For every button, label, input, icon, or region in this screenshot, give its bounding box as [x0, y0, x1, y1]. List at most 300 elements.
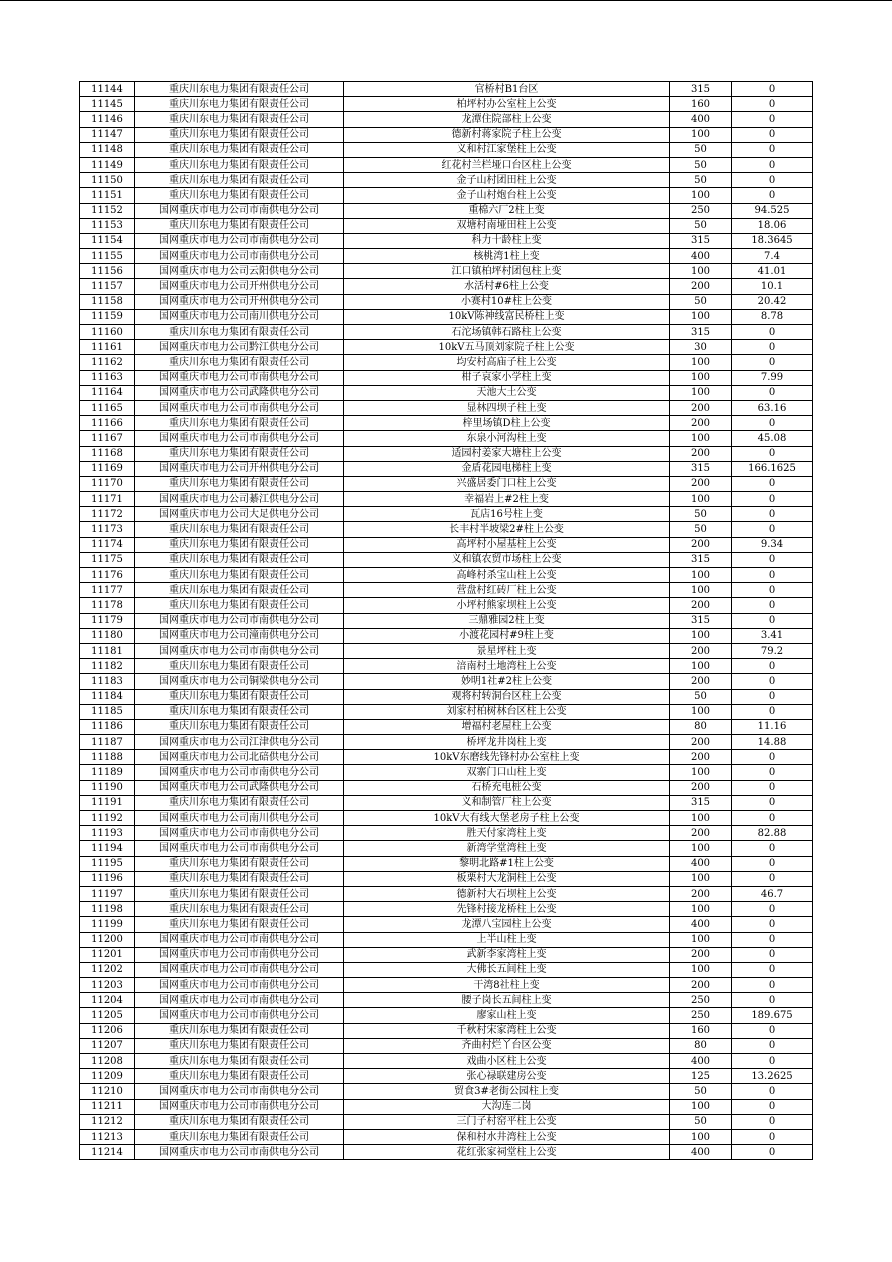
table-row [80, 522, 813, 537]
row-id-cell: 11191 [80, 795, 135, 810]
load-cell: 0 [732, 962, 813, 977]
table-row [80, 795, 813, 810]
table-row [80, 750, 813, 765]
capacity-cell: 100 [670, 765, 732, 780]
table-row [80, 674, 813, 689]
company-cell: 国网重庆市电力公司武隆供电分公司 [135, 780, 344, 795]
transformer-name-cell: 10kV陈神线富民桥柱上变 [344, 309, 670, 324]
row-id-cell: 11172 [80, 507, 135, 522]
company-cell: 重庆川东电力集团有限责任公司 [135, 416, 344, 431]
transformer-name-cell: 双寨门口山柱上变 [344, 765, 670, 780]
load-cell: 0 [732, 765, 813, 780]
transformer-name-cell: 千秋村宋家湾柱上公变 [344, 1023, 670, 1038]
table-row [80, 507, 813, 522]
company-cell: 国网重庆市电力公司市南供电分公司 [135, 233, 344, 248]
table-row [80, 613, 813, 628]
transformer-name-cell: 桥坪龙井岗柱上变 [344, 735, 670, 750]
load-cell: 0 [732, 1023, 813, 1038]
row-id-cell: 11144 [80, 82, 135, 97]
load-cell: 82.88 [732, 826, 813, 841]
row-id-cell: 11174 [80, 537, 135, 552]
transformer-name-cell: 黎明北路#1柱上公变 [344, 856, 670, 871]
row-id-cell: 11166 [80, 416, 135, 431]
company-cell: 重庆川东电力集团有限责任公司 [135, 537, 344, 552]
company-cell: 国网重庆市电力公司市南供电分公司 [135, 841, 344, 856]
transformer-name-cell: 重棉六厂2柱上变 [344, 203, 670, 218]
load-cell: 0 [732, 142, 813, 157]
table-row [80, 461, 813, 476]
row-id-cell: 11164 [80, 385, 135, 400]
transformer-name-cell: 东泉小河沟柱上变 [344, 431, 670, 446]
capacity-cell: 100 [670, 962, 732, 977]
load-cell: 0 [732, 416, 813, 431]
row-id-cell: 11187 [80, 735, 135, 750]
transformer-name-cell: 新湾学堂湾柱上变 [344, 841, 670, 856]
company-cell: 重庆川东电力集团有限责任公司 [135, 1038, 344, 1053]
transformer-name-cell: 腰子岗长五间柱上变 [344, 993, 670, 1008]
row-id-cell: 11150 [80, 173, 135, 188]
transformer-name-cell: 保和村水井湾柱上公变 [344, 1129, 670, 1144]
capacity-cell: 100 [670, 127, 732, 142]
row-id-cell: 11212 [80, 1114, 135, 1129]
capacity-cell: 100 [670, 659, 732, 674]
transformer-name-cell: 科力十龄柱上变 [344, 233, 670, 248]
load-cell: 0 [732, 993, 813, 1008]
capacity-cell: 400 [670, 112, 732, 127]
company-cell: 重庆川东电力集团有限责任公司 [135, 1023, 344, 1038]
load-cell: 45.08 [732, 431, 813, 446]
company-cell: 国网重庆市电力公司市南供电分公司 [135, 1099, 344, 1114]
transformer-name-cell: 板栗村大龙洞柱上公变 [344, 871, 670, 886]
table-row [80, 765, 813, 780]
company-cell: 重庆川东电力集团有限责任公司 [135, 173, 344, 188]
transformer-name-cell: 增福村老屋柱上公变 [344, 719, 670, 734]
capacity-cell: 315 [670, 461, 732, 476]
company-cell: 国网重庆市电力公司市南供电分公司 [135, 978, 344, 993]
table-row [80, 780, 813, 795]
load-cell: 0 [732, 856, 813, 871]
capacity-cell: 250 [670, 1008, 732, 1023]
capacity-cell: 50 [670, 689, 732, 704]
row-id-cell: 11173 [80, 522, 135, 537]
table-row [80, 218, 813, 233]
company-cell: 重庆川东电力集团有限责任公司 [135, 157, 344, 172]
row-id-cell: 11182 [80, 659, 135, 674]
load-cell: 166.1625 [732, 461, 813, 476]
table-row [80, 82, 813, 97]
table-row [80, 203, 813, 218]
load-cell: 0 [732, 780, 813, 795]
company-cell: 重庆川东电力集团有限责任公司 [135, 1069, 344, 1084]
capacity-cell: 125 [670, 1069, 732, 1084]
table-row [80, 476, 813, 491]
transformer-name-cell: 江口镇柏坪村团包柱上变 [344, 264, 670, 279]
table-row [80, 871, 813, 886]
row-id-cell: 11208 [80, 1054, 135, 1069]
company-cell: 重庆川东电力集团有限责任公司 [135, 325, 344, 340]
table-row [80, 233, 813, 248]
row-id-cell: 11190 [80, 780, 135, 795]
transformer-name-cell: 水活村#6柱上公变 [344, 279, 670, 294]
capacity-cell: 200 [670, 886, 732, 901]
capacity-cell: 400 [670, 1054, 732, 1069]
company-cell: 国网重庆市电力公司市南供电分公司 [135, 643, 344, 658]
row-id-cell: 11165 [80, 400, 135, 415]
table-row [80, 309, 813, 324]
table-row [80, 583, 813, 598]
load-cell: 0 [732, 112, 813, 127]
company-cell: 国网重庆市电力公司市南供电分公司 [135, 947, 344, 962]
table-row [80, 704, 813, 719]
company-cell: 重庆川东电力集团有限责任公司 [135, 112, 344, 127]
capacity-cell: 50 [670, 218, 732, 233]
transformer-name-cell: 刘家村柏树林台区柱上公变 [344, 704, 670, 719]
capacity-cell: 50 [670, 507, 732, 522]
table-row [80, 279, 813, 294]
table-row [80, 598, 813, 613]
capacity-cell: 200 [670, 537, 732, 552]
transformer-name-cell: 官桥村B1台区 [344, 82, 670, 97]
company-cell: 重庆川东电力集团有限责任公司 [135, 886, 344, 901]
row-id-cell: 11161 [80, 340, 135, 355]
transformer-name-cell: 干湾8社柱上变 [344, 978, 670, 993]
transformer-name-cell: 双塘村南垭田柱上公变 [344, 218, 670, 233]
load-cell: 0 [732, 598, 813, 613]
capacity-cell: 100 [670, 902, 732, 917]
capacity-cell: 200 [670, 750, 732, 765]
load-cell: 0 [732, 522, 813, 537]
company-cell: 国网重庆市电力公司江津供电分公司 [135, 735, 344, 750]
row-id-cell: 11185 [80, 704, 135, 719]
transformer-name-cell: 齐曲村烂丫台区公变 [344, 1038, 670, 1053]
capacity-cell: 200 [670, 598, 732, 613]
capacity-cell: 100 [670, 188, 732, 203]
capacity-cell: 200 [670, 476, 732, 491]
load-cell: 0 [732, 917, 813, 932]
table-row [80, 886, 813, 901]
load-cell: 0 [732, 97, 813, 112]
row-id-cell: 11199 [80, 917, 135, 932]
transformer-name-cell: 景星坪柱上变 [344, 643, 670, 658]
row-id-cell: 11204 [80, 993, 135, 1008]
row-id-cell: 11148 [80, 142, 135, 157]
row-id-cell: 11198 [80, 902, 135, 917]
company-cell: 国网重庆市电力公司市南供电分公司 [135, 993, 344, 1008]
load-cell: 3.41 [732, 628, 813, 643]
load-cell: 0 [732, 82, 813, 97]
table-row [80, 841, 813, 856]
table-row [80, 902, 813, 917]
row-id-cell: 11156 [80, 264, 135, 279]
capacity-cell: 100 [670, 932, 732, 947]
load-cell: 0 [732, 446, 813, 461]
transformer-name-cell: 金子山村团田柱上公变 [344, 173, 670, 188]
row-id-cell: 11177 [80, 583, 135, 598]
load-cell: 0 [732, 1084, 813, 1099]
transformer-name-cell: 梓里场镇D柱上公变 [344, 416, 670, 431]
company-cell: 国网重庆市电力公司开州供电分公司 [135, 461, 344, 476]
capacity-cell: 100 [670, 1129, 732, 1144]
table-row [80, 294, 813, 309]
company-cell: 重庆川东电力集团有限责任公司 [135, 218, 344, 233]
row-id-cell: 11157 [80, 279, 135, 294]
row-id-cell: 11171 [80, 492, 135, 507]
company-cell: 重庆川东电力集团有限责任公司 [135, 476, 344, 491]
capacity-cell: 50 [670, 157, 732, 172]
transformer-name-cell: 适园村姜家大塘柱上公变 [344, 446, 670, 461]
company-cell: 重庆川东电力集团有限责任公司 [135, 856, 344, 871]
load-cell: 63.16 [732, 400, 813, 415]
company-cell: 重庆川东电力集团有限责任公司 [135, 1054, 344, 1069]
capacity-cell: 160 [670, 97, 732, 112]
load-cell: 0 [732, 1129, 813, 1144]
row-id-cell: 11179 [80, 613, 135, 628]
capacity-cell: 200 [670, 400, 732, 415]
load-cell: 0 [732, 1145, 813, 1160]
row-id-cell: 11211 [80, 1099, 135, 1114]
table-row [80, 719, 813, 734]
company-cell: 国网重庆市电力公司市南供电分公司 [135, 932, 344, 947]
transformer-name-cell: 营盘村红砖厂柱上公变 [344, 583, 670, 598]
load-cell: 0 [732, 674, 813, 689]
transformer-name-cell: 小赛村10#柱上公变 [344, 294, 670, 309]
row-id-cell: 11163 [80, 370, 135, 385]
load-cell: 0 [732, 355, 813, 370]
transformer-name-cell: 小渡花园村#9柱上变 [344, 628, 670, 643]
transformer-name-cell: 龙潭住院部柱上公变 [344, 112, 670, 127]
capacity-cell: 200 [670, 279, 732, 294]
table-row [80, 537, 813, 552]
transformer-name-cell: 核桃湾1柱上变 [344, 249, 670, 264]
transformer-name-cell: 观将村转洞台区柱上公变 [344, 689, 670, 704]
load-cell: 0 [732, 1038, 813, 1053]
company-cell: 国网重庆市电力公司市南供电分公司 [135, 962, 344, 977]
company-cell: 重庆川东电力集团有限责任公司 [135, 568, 344, 583]
table-row [80, 1099, 813, 1114]
capacity-cell: 100 [670, 871, 732, 886]
load-cell: 0 [732, 689, 813, 704]
table-row [80, 1145, 813, 1160]
transformer-name-cell: 德新村蒋家院子柱上公变 [344, 127, 670, 142]
load-cell: 0 [732, 750, 813, 765]
load-cell: 0 [732, 507, 813, 522]
company-cell: 国网重庆市电力公司綦江供电分公司 [135, 492, 344, 507]
row-id-cell: 11145 [80, 97, 135, 112]
transformer-name-cell: 幸福岩上#2柱上变 [344, 492, 670, 507]
transformer-name-cell: 金盾花园电梯柱上变 [344, 461, 670, 476]
table-row [80, 659, 813, 674]
row-id-cell: 11186 [80, 719, 135, 734]
row-id-cell: 11167 [80, 431, 135, 446]
transformer-name-cell: 兴盛居委门口柱上公变 [344, 476, 670, 491]
row-id-cell: 11202 [80, 962, 135, 977]
table-row [80, 249, 813, 264]
table-body [80, 82, 813, 1160]
company-cell: 国网重庆市电力公司市南供电分公司 [135, 370, 344, 385]
table-row [80, 552, 813, 567]
load-cell: 18.06 [732, 218, 813, 233]
company-cell: 重庆川东电力集团有限责任公司 [135, 446, 344, 461]
capacity-cell: 50 [670, 1114, 732, 1129]
load-cell: 14.88 [732, 735, 813, 750]
table-row [80, 355, 813, 370]
capacity-cell: 400 [670, 1145, 732, 1160]
load-cell: 0 [732, 704, 813, 719]
transformer-name-cell: 显林四坝子柱上变 [344, 400, 670, 415]
company-cell: 重庆川东电力集团有限责任公司 [135, 902, 344, 917]
table-row [80, 112, 813, 127]
row-id-cell: 11209 [80, 1069, 135, 1084]
capacity-cell: 315 [670, 82, 732, 97]
table-row [80, 492, 813, 507]
transformer-name-cell: 10kV大有线大堡老房子柱上公变 [344, 811, 670, 826]
load-cell: 0 [732, 385, 813, 400]
company-cell: 国网重庆市电力公司铜梁供电分公司 [135, 674, 344, 689]
capacity-cell: 400 [670, 249, 732, 264]
transformer-name-cell: 义和镇农贸市场柱上公变 [344, 552, 670, 567]
capacity-cell: 100 [670, 264, 732, 279]
capacity-cell: 100 [670, 841, 732, 856]
capacity-cell: 100 [670, 309, 732, 324]
company-cell: 国网重庆市电力公司南川供电分公司 [135, 811, 344, 826]
table-row [80, 947, 813, 962]
load-cell: 7.4 [732, 249, 813, 264]
capacity-cell: 200 [670, 643, 732, 658]
table-row [80, 370, 813, 385]
capacity-cell: 160 [670, 1023, 732, 1038]
load-cell: 79.2 [732, 643, 813, 658]
transformer-name-cell: 瓦店16号柱上变 [344, 507, 670, 522]
row-id-cell: 11195 [80, 856, 135, 871]
transformer-name-cell: 均安村高庙子柱上公变 [344, 355, 670, 370]
table-row [80, 1069, 813, 1084]
capacity-cell: 100 [670, 583, 732, 598]
capacity-cell: 200 [670, 735, 732, 750]
company-cell: 国网重庆市电力公司大足供电分公司 [135, 507, 344, 522]
capacity-cell: 200 [670, 947, 732, 962]
capacity-cell: 30 [670, 340, 732, 355]
company-cell: 国网重庆市电力公司黔江供电分公司 [135, 340, 344, 355]
load-cell: 18.3645 [732, 233, 813, 248]
load-cell: 0 [732, 340, 813, 355]
capacity-cell: 315 [670, 233, 732, 248]
load-cell: 8.78 [732, 309, 813, 324]
transformer-name-cell: 胜天付家湾柱上变 [344, 826, 670, 841]
capacity-cell: 100 [670, 811, 732, 826]
row-id-cell: 11213 [80, 1129, 135, 1144]
row-id-cell: 11153 [80, 218, 135, 233]
transformer-name-cell: 天池大土公变 [344, 385, 670, 400]
load-cell: 41.01 [732, 264, 813, 279]
load-cell: 0 [732, 325, 813, 340]
company-cell: 重庆川东电力集团有限责任公司 [135, 659, 344, 674]
table-row [80, 628, 813, 643]
table-row [80, 188, 813, 203]
row-id-cell: 11170 [80, 476, 135, 491]
company-cell: 国网重庆市电力公司市南供电分公司 [135, 765, 344, 780]
capacity-cell: 50 [670, 522, 732, 537]
load-cell: 0 [732, 583, 813, 598]
row-id-cell: 11205 [80, 1008, 135, 1023]
row-id-cell: 11158 [80, 294, 135, 309]
load-cell: 0 [732, 947, 813, 962]
capacity-cell: 200 [670, 416, 732, 431]
company-cell: 重庆川东电力集团有限责任公司 [135, 689, 344, 704]
transformer-name-cell: 高坪村小屋基柱上公变 [344, 537, 670, 552]
table-row [80, 1084, 813, 1099]
load-cell: 0 [732, 157, 813, 172]
capacity-cell: 50 [670, 173, 732, 188]
company-cell: 国网重庆市电力公司开州供电分公司 [135, 294, 344, 309]
table-row [80, 856, 813, 871]
company-cell: 重庆川东电力集团有限责任公司 [135, 795, 344, 810]
table-row [80, 1008, 813, 1023]
company-cell: 重庆川东电力集团有限责任公司 [135, 552, 344, 567]
transformer-name-cell: 贸食3#老街公园柱上变 [344, 1084, 670, 1099]
capacity-cell: 80 [670, 1038, 732, 1053]
load-cell: 0 [732, 552, 813, 567]
transformer-name-cell: 柏坪村办公室柱上公变 [344, 97, 670, 112]
company-cell: 重庆川东电力集团有限责任公司 [135, 583, 344, 598]
row-id-cell: 11196 [80, 871, 135, 886]
capacity-cell: 100 [670, 704, 732, 719]
load-cell: 0 [732, 871, 813, 886]
company-cell: 重庆川东电力集团有限责任公司 [135, 97, 344, 112]
transformer-name-cell: 先锋村接龙桥柱上公变 [344, 902, 670, 917]
table-row [80, 431, 813, 446]
row-id-cell: 11159 [80, 309, 135, 324]
company-cell: 国网重庆市电力公司市南供电分公司 [135, 431, 344, 446]
capacity-cell: 100 [670, 492, 732, 507]
company-cell: 国网重庆市电力公司潼南供电分公司 [135, 628, 344, 643]
company-cell: 国网重庆市电力公司市南供电分公司 [135, 613, 344, 628]
table-row [80, 264, 813, 279]
transformer-name-cell: 柑子哀家小学柱上变 [344, 370, 670, 385]
company-cell: 重庆川东电力集团有限责任公司 [135, 82, 344, 97]
company-cell: 国网重庆市电力公司云阳供电分公司 [135, 264, 344, 279]
table-row [80, 1038, 813, 1053]
table-row [80, 416, 813, 431]
load-cell: 0 [732, 127, 813, 142]
company-cell: 国网重庆市电力公司武隆供电分公司 [135, 385, 344, 400]
table-row [80, 127, 813, 142]
row-id-cell: 11169 [80, 461, 135, 476]
company-cell: 重庆川东电力集团有限责任公司 [135, 719, 344, 734]
row-id-cell: 11183 [80, 674, 135, 689]
company-cell: 国网重庆市电力公司开州供电分公司 [135, 279, 344, 294]
capacity-cell: 400 [670, 856, 732, 871]
load-cell: 13.2625 [732, 1069, 813, 1084]
transformer-name-cell: 张心禄联建房公变 [344, 1069, 670, 1084]
capacity-cell: 315 [670, 325, 732, 340]
company-cell: 重庆川东电力集团有限责任公司 [135, 127, 344, 142]
capacity-cell: 200 [670, 674, 732, 689]
capacity-cell: 50 [670, 294, 732, 309]
table-row [80, 142, 813, 157]
row-id-cell: 11151 [80, 188, 135, 203]
transformer-name-cell: 三鼎雅园2柱上变 [344, 613, 670, 628]
load-cell: 0 [732, 1114, 813, 1129]
transformer-name-cell: 上半山柱上变 [344, 932, 670, 947]
company-cell: 重庆川东电力集团有限责任公司 [135, 355, 344, 370]
load-cell: 0 [732, 173, 813, 188]
load-cell: 7.99 [732, 370, 813, 385]
capacity-cell: 100 [670, 355, 732, 370]
load-cell: 0 [732, 188, 813, 203]
table-row [80, 643, 813, 658]
transformer-name-cell: 长丰村半坡梁2#柱上公变 [344, 522, 670, 537]
table-row [80, 962, 813, 977]
